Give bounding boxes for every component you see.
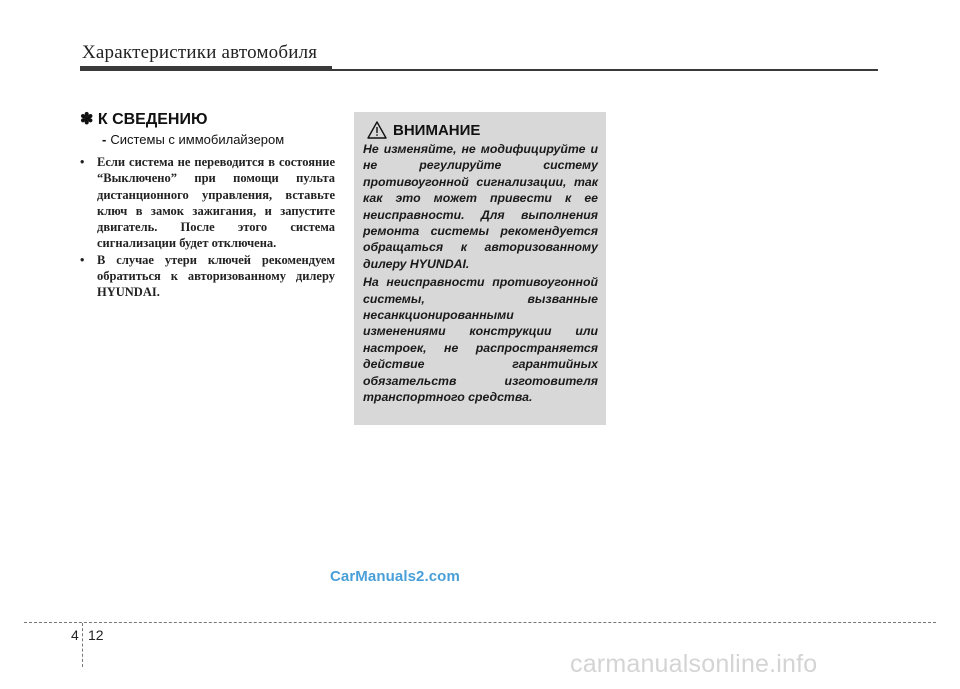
asterisk-icon: ✽ <box>80 111 94 128</box>
warning-triangle-icon <box>367 121 387 139</box>
warning-title <box>367 121 598 139</box>
footer-vertical-rule <box>82 623 83 667</box>
page-chapter-number: 4 <box>71 627 79 643</box>
info-heading-text: К СВЕДЕНИЮ <box>97 111 208 128</box>
info-heading <box>80 110 335 130</box>
page-header-title: Характеристики автомобиля <box>82 42 318 63</box>
footer-dashed-rule <box>24 622 936 623</box>
warning-box <box>354 112 606 425</box>
info-subheading <box>102 130 335 150</box>
list-item <box>80 252 335 301</box>
header-rule-thin <box>332 69 878 71</box>
warning-paragraph: На неисправности противоугонной системы, вызванные несанкционированными изменениями конструкции или настроек, не распространяется действие гарантийных обязательств изготовителя транспортного средства. <box>363 275 598 405</box>
warning-paragraph: Не изменяйте, не модифицируйте и не регулируйте систему противоугонной сигнализации, так как это может привести к ее неисправности. Для выполнения ремонта системы рекомендуется обращаться к авторизованному дилеру HYUNDAI. <box>363 142 598 271</box>
watermark-carmanuals2: CarManuals2.com <box>330 568 460 585</box>
list-item-text: Если система не переводится в состояние “Выключено” при помощи пульта дистанционного управления, вставьте ключ в замок зажигания, и запустите двигатель. После этого система сигнализации будет отключена. <box>97 155 335 251</box>
page-number: 12 <box>88 627 104 643</box>
sub-dash: - <box>102 132 107 147</box>
info-list <box>80 154 335 301</box>
header-rule-thick <box>80 66 332 71</box>
watermark-carmanualsonline: carmanualsonline.info <box>570 650 818 678</box>
info-section <box>80 110 335 301</box>
bullet: • <box>80 252 85 267</box>
list-item <box>80 154 335 252</box>
warning-title-text: ВНИМАНИЕ <box>393 121 481 139</box>
info-subheading-text: Системы с иммобилайзером <box>110 132 285 147</box>
bullet: • <box>80 155 85 169</box>
list-item-text: В случае утери ключей рекомендуем обратиться к авторизованному дилеру HYUNDAI. <box>97 252 335 300</box>
